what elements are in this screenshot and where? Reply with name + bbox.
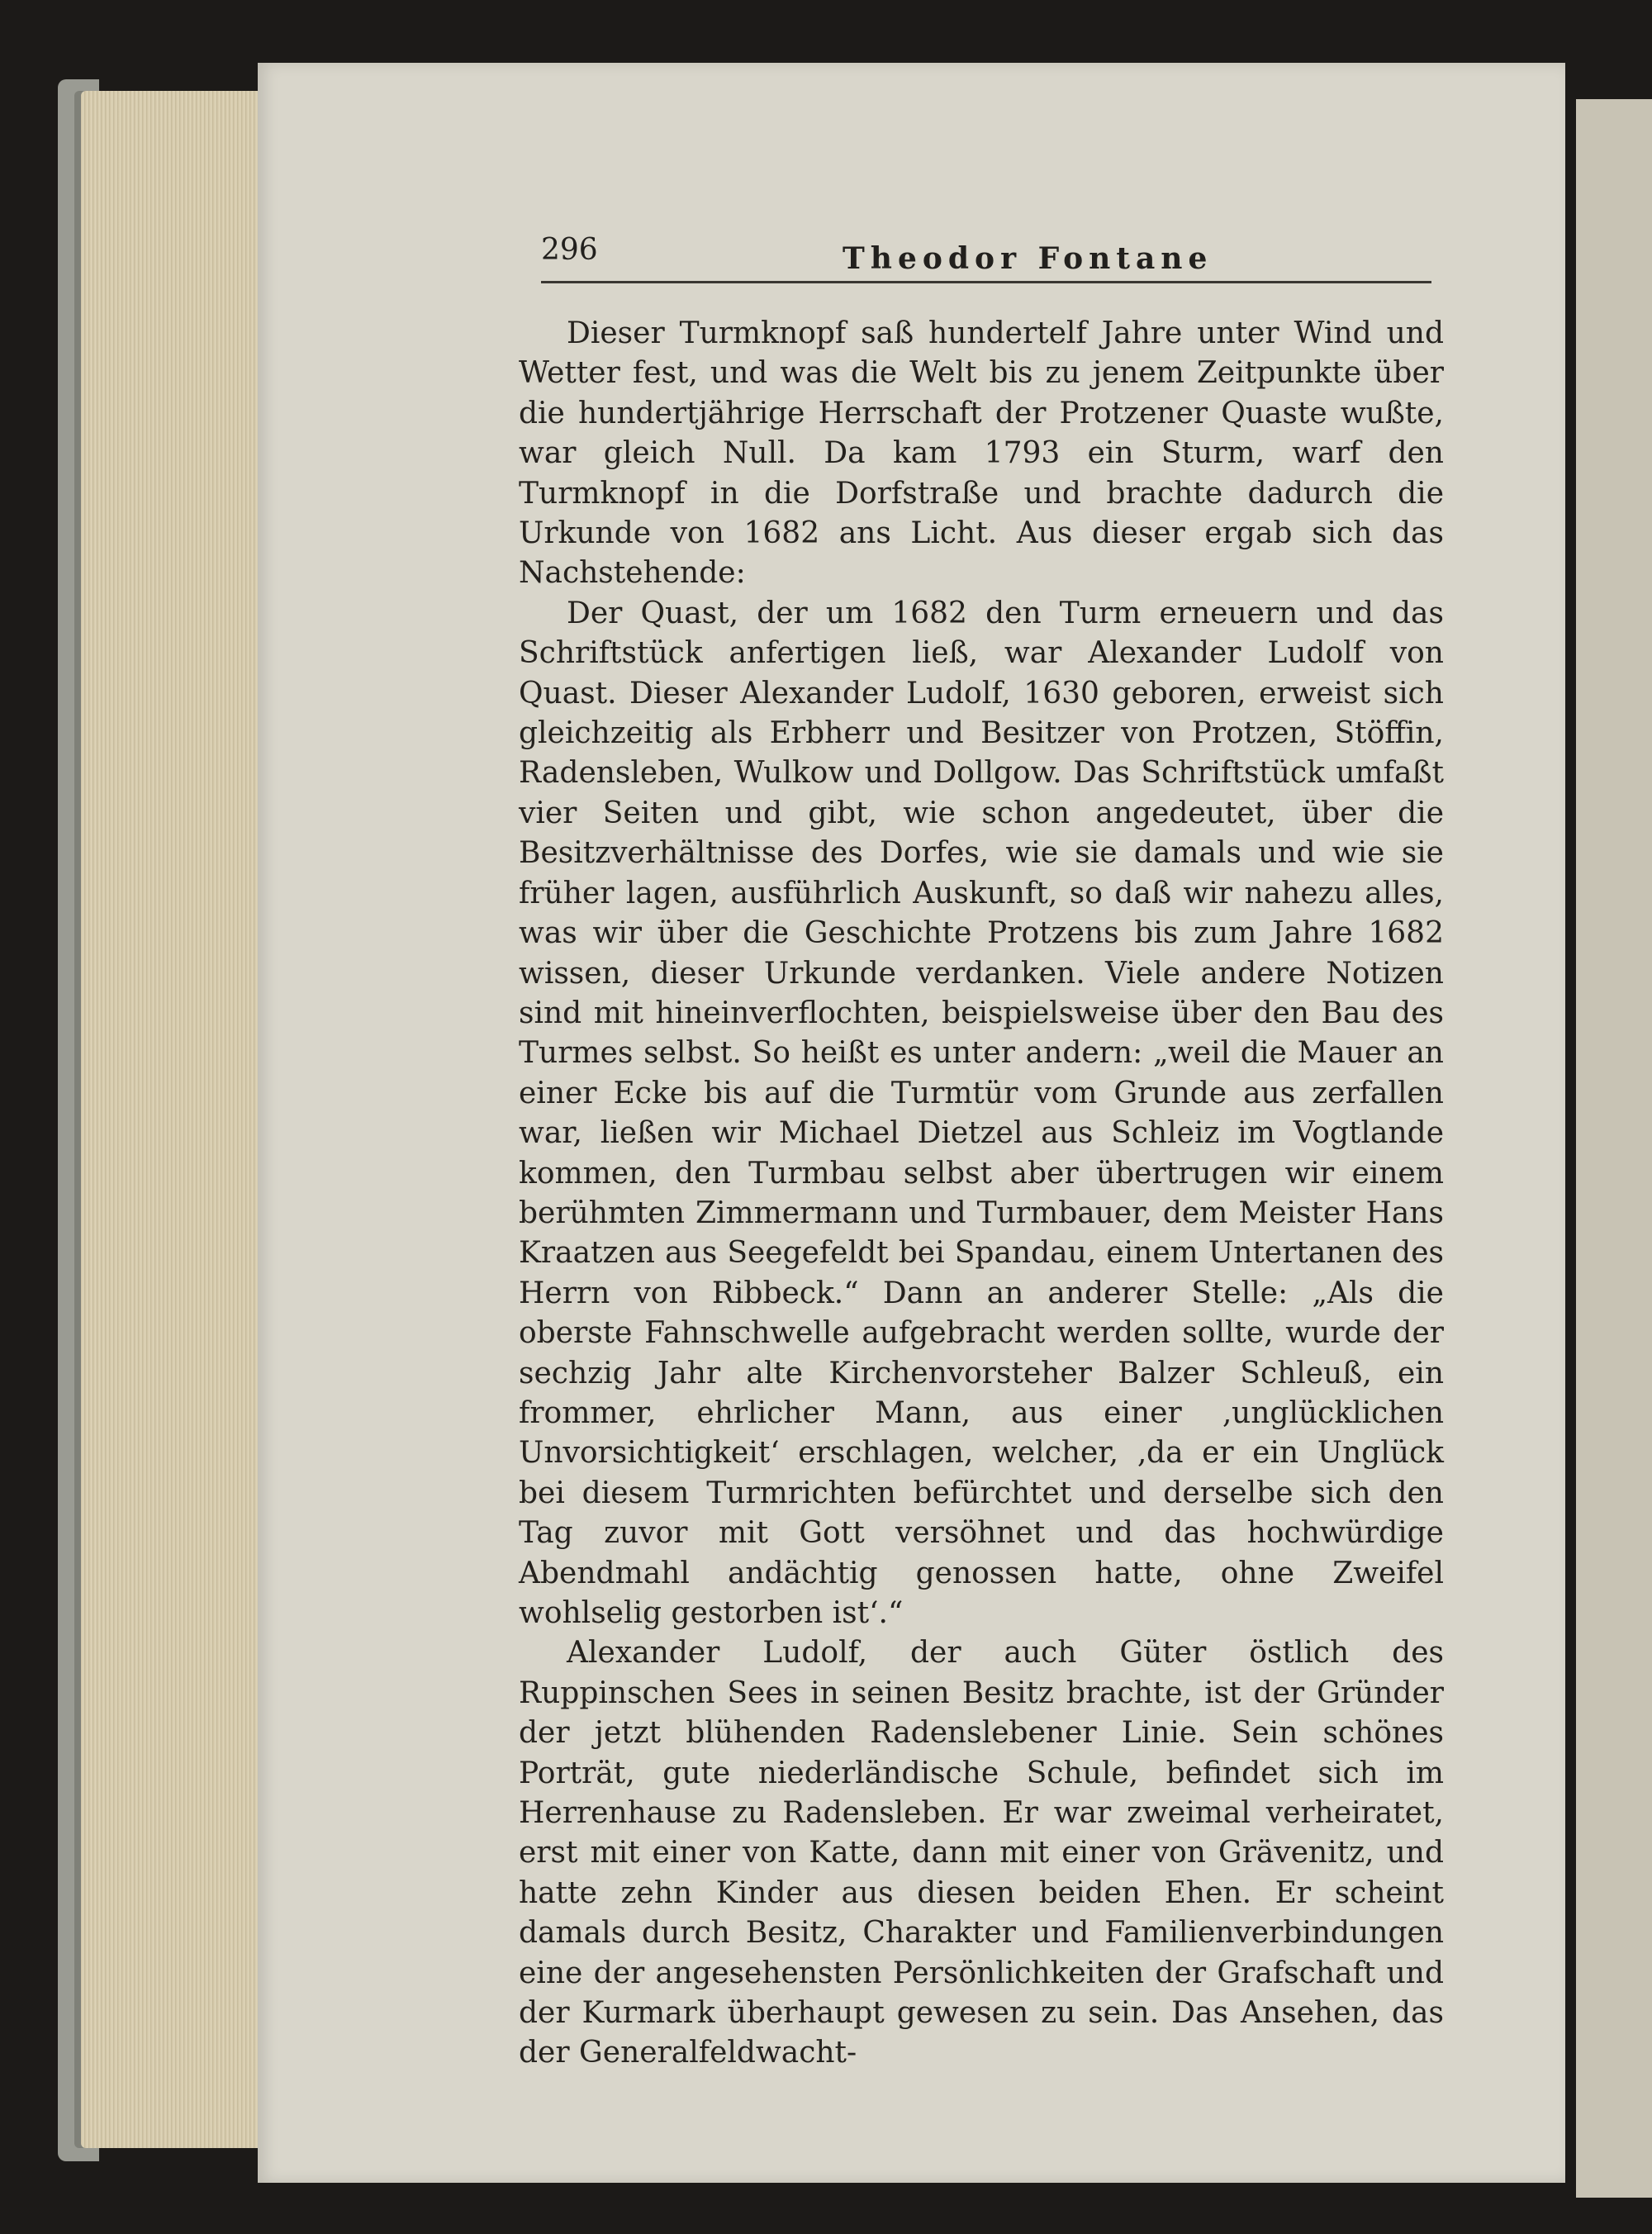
body-text: [519, 314, 1444, 2074]
page-edges: [81, 91, 279, 2148]
paragraph: Dieser Turmknopf saß hundertelf Jahre unter Wind und Wetter fest, und was die Welt bis zu jenem Zeitpunkte über die hundertjährige Herrschaft der Protzener Quaste wußte, war gleich Null. Da kam 1793 ein Sturm, warf den Turmknopf in die Dorfstraße und brachte dadurch die Urkunde von 1682 ans Licht. Aus dieser ergab sich das Nachstehende:: [519, 316, 1444, 591]
facing-page-edge: [1576, 99, 1652, 2198]
page-number: 296: [541, 233, 598, 267]
running-header: [541, 231, 1431, 283]
running-title: Theodor Fontane: [843, 241, 1213, 276]
paragraph: Alexander Ludolf, der auch Güter östlich des Ruppinschen Sees in seinen Besitz brachte, ist der Gründer der jetzt blühenden Radenslebener Linie. Sein schönes Porträt, gute niederländische Schule, befindet sich im Herrenhause zu Radensleben. Er war zweimal verheiratet, erst mit einer von Katte, dann mit einer von Grävenitz, und hatte zehn Kinder aus diesen beiden Ehen. Er scheint damals durch Besitz, Charakter und Familienverbindungen eine der angesehensten Persönlichkeiten der Grafschaft und der Kurmark überhaupt gewesen zu sein. Das Ansehen, das der Generalfeldwacht-: [519, 1636, 1444, 2070]
paragraph: Der Quast, der um 1682 den Turm erneuern und das Schriftstück anfertigen ließ, war Alexander Ludolf von Quast. Dieser Alexander Ludolf, 1630 geboren, erweist sich gleichzeitig als Erbherr und Besitzer von Protzen, Stöffin, Radensleben, Wulkow und Dollgow. Das Schriftstück umfaßt vier Seiten und gibt, wie schon angedeutet, über die Besitzverhältnisse des Dorfes, wie sie damals und wie sie früher lagen, ausführlich Auskunft, so daß wir nahezu alles, was wir über die Geschichte Protzens bis zum Jahre 1682 wissen, dieser Urkunde verdanken. Viele andere Notizen sind mit hineinverflochten, beispielsweise über den Bau des Turmes selbst. So heißt es unter andern: „weil die Mauer an einer Ecke bis auf die Turmtür vom Grunde aus zerfallen war, ließen wir Michael Dietzel aus Schleiz im Vogtlande kommen, den Turmbau selbst aber übertrugen wir einem berühmten Zimmermann und Turmbauer, dem Meister Hans Kraatzen aus Seegefeldt bei Spandau, einem Untertanen des Herrn von Ribbeck.“ Dann an anderer Stelle: „Als die oberste Fahnschwelle aufgebracht werden sollte, wurde der sechzig Jahr alte Kirchenvorsteher Balzer Schleuß, ein frommer, ehrlicher Mann, aus einer ‚unglücklichen Unvorsichtigkeit‘ erschlagen, welcher, ‚da er ein Unglück bei diesem Turmrichten befürchtet und derselbe sich den Tag zuvor mit Gott versöhnet und das hochwürdige Abendmahl andächtig genossen hatte, ohne Zweifel wohlselig gestorben ist‘.“: [519, 596, 1444, 1630]
